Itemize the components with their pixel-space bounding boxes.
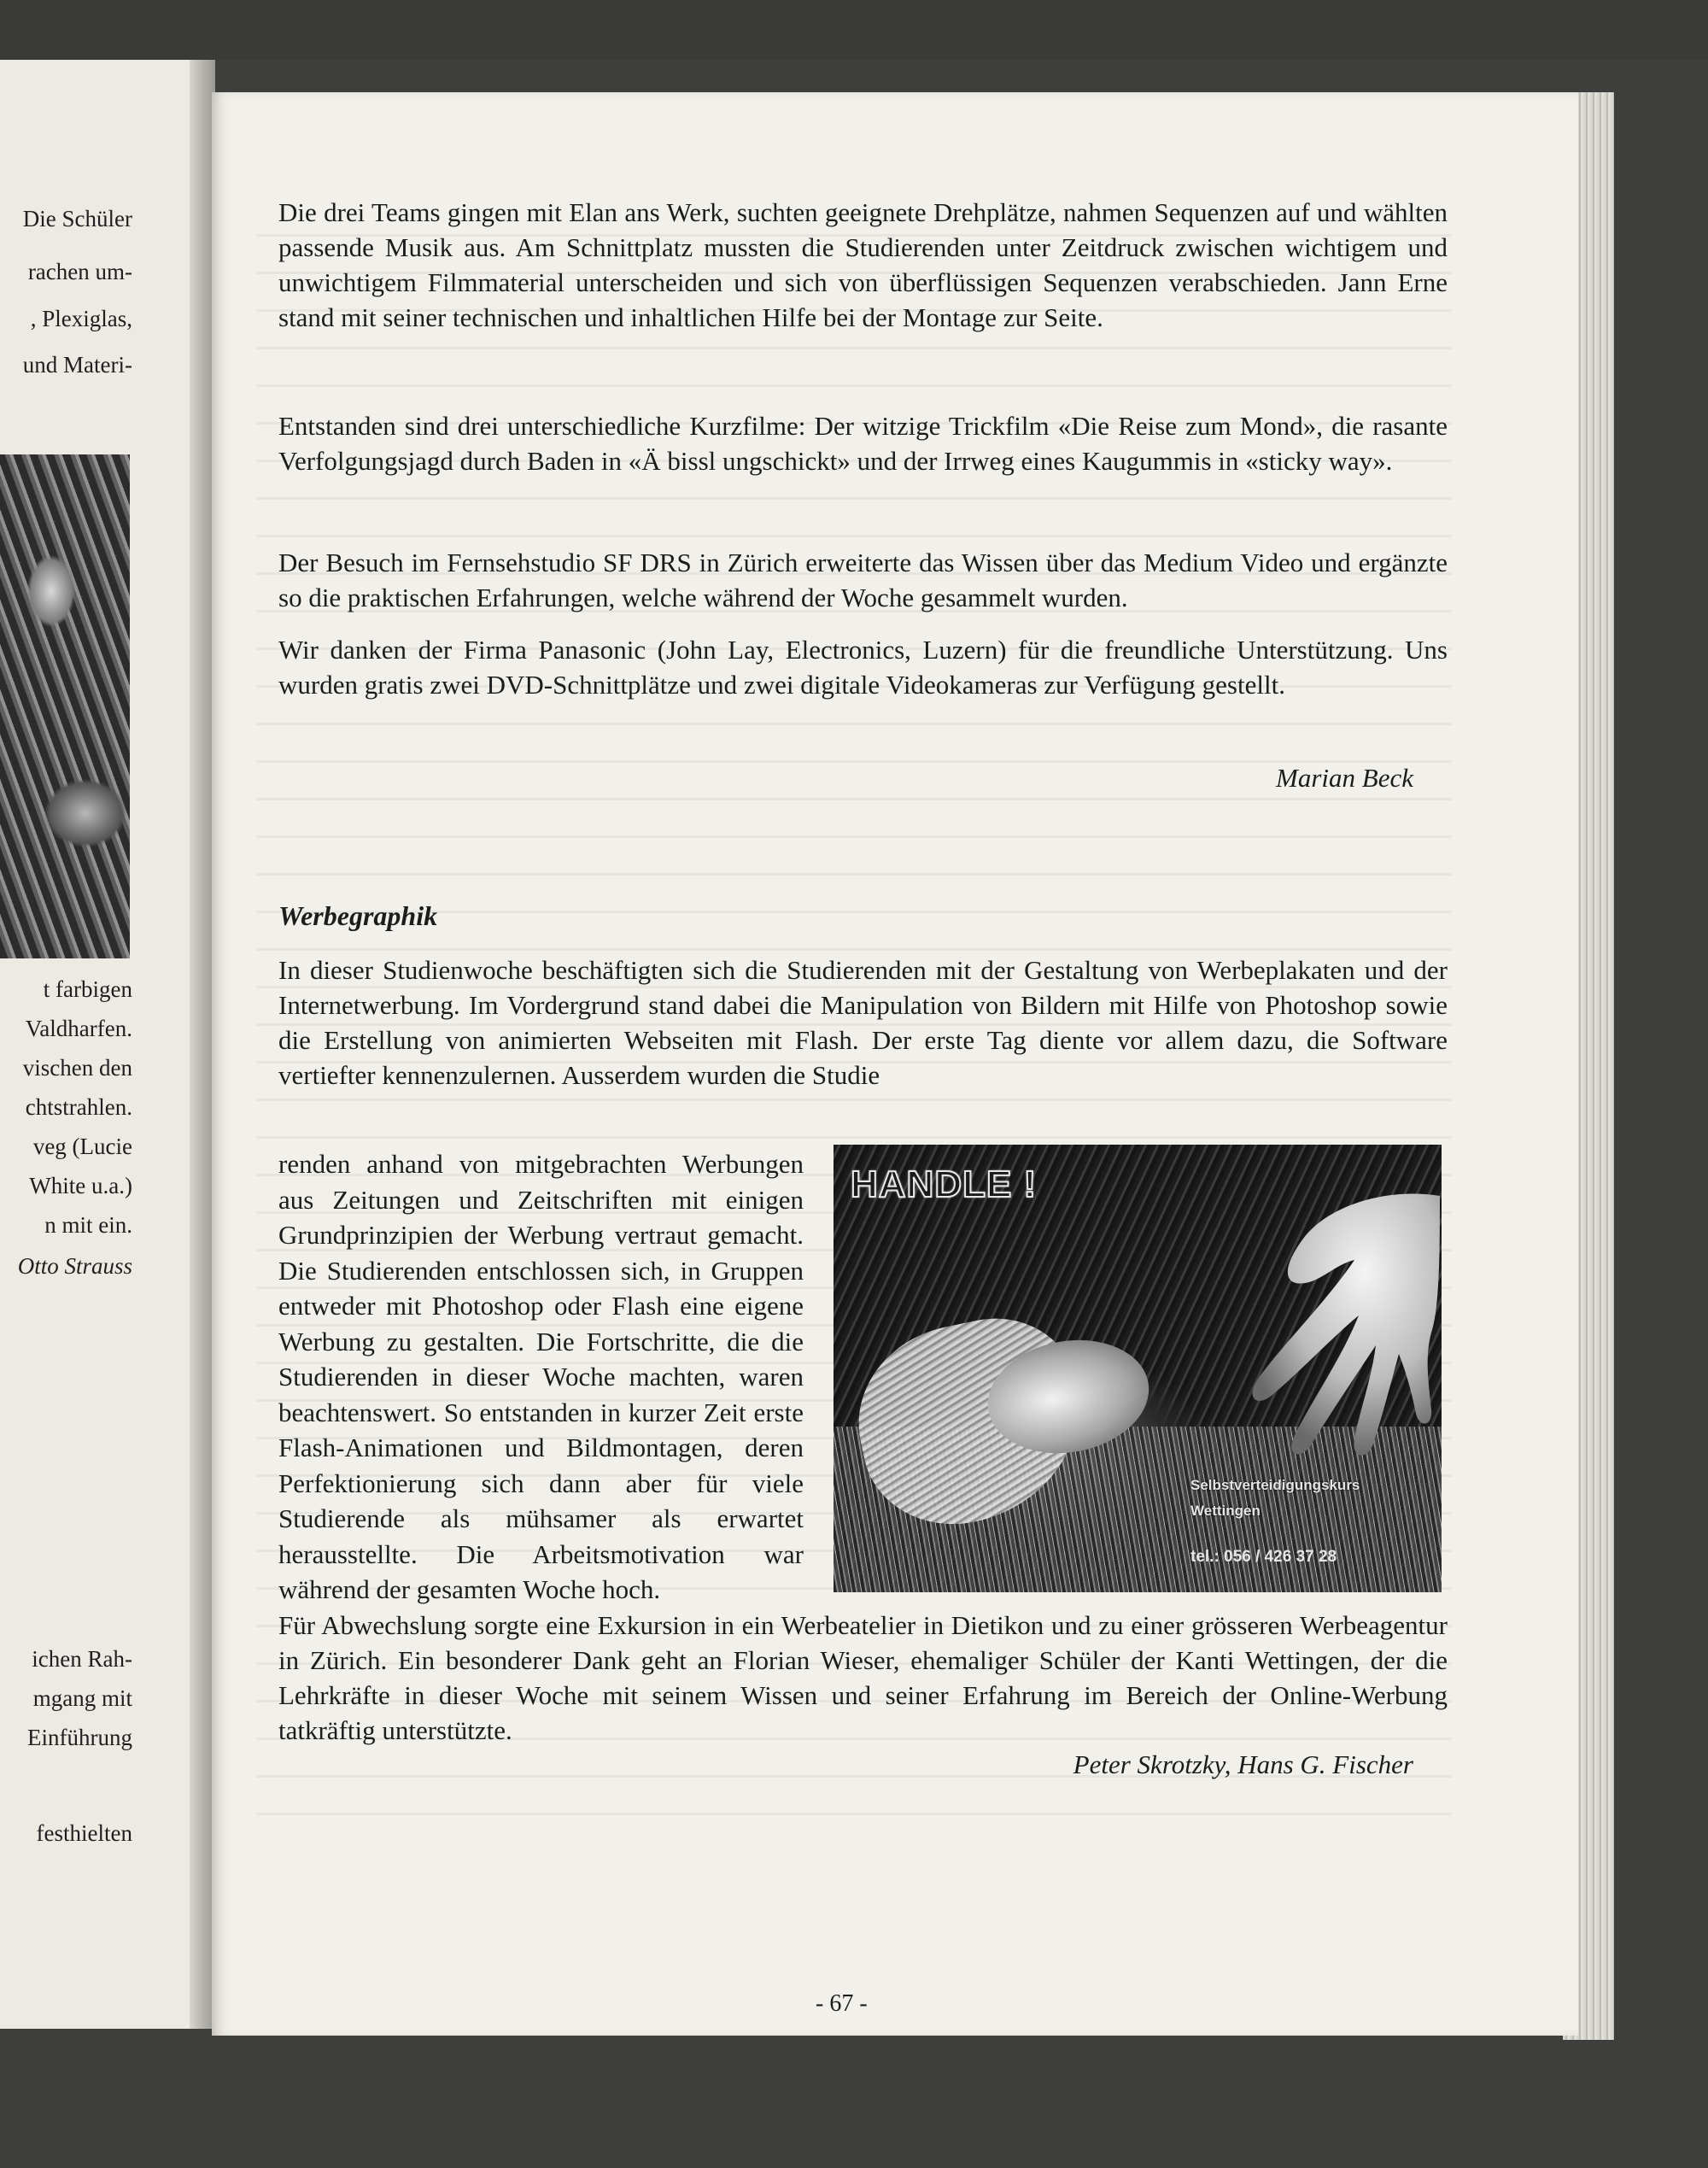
left-text-fragment: Die Schüler — [22, 206, 132, 231]
scan-top-strip — [0, 0, 1708, 60]
hand-illustration — [1184, 1179, 1440, 1469]
left-text-fragment: White u.a.) — [29, 1173, 132, 1198]
paragraph-thanks-panasonic: Wir danken der Firma Panasonic (John Lay, Electronics, Luzern) für die freundliche Unterstützung. Uns wurden gratis zwei DVD-Schnittplätze und zwei digitale Videokameras zur Verfügung gestellt. — [278, 635, 1448, 700]
ad-info-line: Wettingen — [1190, 1503, 1261, 1519]
paragraph-excursion: Für Abwechslung sorgte eine Exkursion in ein Werbeatelier in Dietikon und zu einer grösseren Werbeagentur in Zürich. Ein besonderer Dank geht an Florian Wieser, ehemaliger Schüler der Kanti Wettingen, der die Lehrkräfte in dieser Woche mit seinem Wissen und seiner Erfahrung im Bereich der Online-Werbung tatkräftig unterstützte. — [278, 1610, 1448, 1745]
left-text-fragment: und Materi- — [22, 352, 132, 378]
left-text-fragment: ichen Rah- — [32, 1646, 132, 1672]
page-number: - 67 - — [816, 1990, 868, 2017]
paragraph-film-teams: Die drei Teams gingen mit Elan ans Werk, suchten geeignete Drehplätze, nahmen Sequenzen auf und wählten passende Musik aus. Am Schnittplatz mussten die Studierenden unter Zeitdruck zwischen wichtigem und unwichtigem Filmmaterial unterscheiden und sich von überflüssigen Sequenzen verabschieden. Jann Erne stand mit seiner technischen und inhaltlichen Hilfe bei der Montage zur Seite. — [278, 197, 1448, 332]
section-heading: Werbegraphik — [278, 900, 438, 931]
signature-marian-beck: Marian Beck — [1276, 763, 1413, 793]
left-text-fragment: n mit ein. — [44, 1212, 132, 1238]
left-text-fragment: chtstrahlen. — [25, 1094, 132, 1120]
paragraph-werbegraphik-intro: In dieser Studienwoche beschäftigten sich die Studierenden mit der Gestaltung von Werbeplakaten und der Internetwerbung. Im Vordergrund stand dabei die Manipulation von Bildern mit Hilfe von Photoshop sowie die Erstellung von animierten Webseiten mit Flash. Der erste Tag diente vor allem dazu, die Software vertiefter kennenzulernen. Ausserdem wurden die Studie — [278, 955, 1448, 1090]
left-text-fragment: rachen um- — [27, 259, 132, 284]
left-text-fragment: Otto Strauss — [17, 1253, 132, 1279]
ad-phone: tel.: 056 / 426 37 28 — [1190, 1548, 1337, 1566]
advertisement-image — [834, 1145, 1442, 1592]
left-text-fragment: veg (Lucie — [32, 1134, 132, 1159]
left-page-photo — [0, 454, 130, 958]
left-page — [0, 60, 205, 2029]
ad-title: HANDLE ! — [851, 1163, 1038, 1205]
left-text-fragment: festhielten — [36, 1820, 132, 1846]
signature-skrotzky-fischer: Peter Skrotzky, Hans G. Fischer — [1073, 1749, 1413, 1779]
left-text-fragment: , Plexiglas, — [30, 306, 132, 331]
left-text-fragment: t farbigen — [43, 976, 132, 1002]
left-text-fragment: Valdharfen. — [25, 1016, 132, 1041]
left-text-fragment: mgang mit — [32, 1685, 132, 1711]
paragraph-tv-studio: Der Besuch im Fernsehstudio SF DRS in Zürich erweiterte das Wissen über das Medium Video und ergänzte so die praktischen Erfahrungen, welche während der Woche gesammelt wurden. — [278, 548, 1448, 612]
paragraph-wrapped-column: renden anhand von mitgebrachten Werbungen aus Zeitungen und Zeitschriften mit einigen Grundprinzipien der Werbung vertraut gemacht. Die Studierenden entschlossen sich, in Gruppen entweder mit Photoshop oder Flash eine eigene Werbung zu gestalten. Die Fortschritte, die die Studierenden in dieser Woche machten, waren beachtenswert. So entstanden in kurzer Zeit erste Flash-Animationen und Bildmontagen, deren Perfektionierung sich dann aber für viele Studierende als mühsamer als erwartet herausstellte. Die Arbeitsmotivation war während der gesamten Woche hoch. — [278, 1149, 804, 1604]
ad-info — [1190, 1473, 1430, 1524]
left-text-fragment: vischen den — [22, 1055, 132, 1081]
left-text-fragment: Einführung — [27, 1725, 132, 1750]
ad-info-line: Selbstverteidigungskurs — [1190, 1477, 1360, 1493]
paragraph-short-films: Entstanden sind drei unterschiedliche Kurzfilme: Der witzige Trickfilm «Die Reise zum Mond», die rasante Verfolgungsjagd durch Baden in «Ä bissl ungschickt» und der Irrweg eines Kaugummis in «sticky way». — [278, 411, 1448, 476]
